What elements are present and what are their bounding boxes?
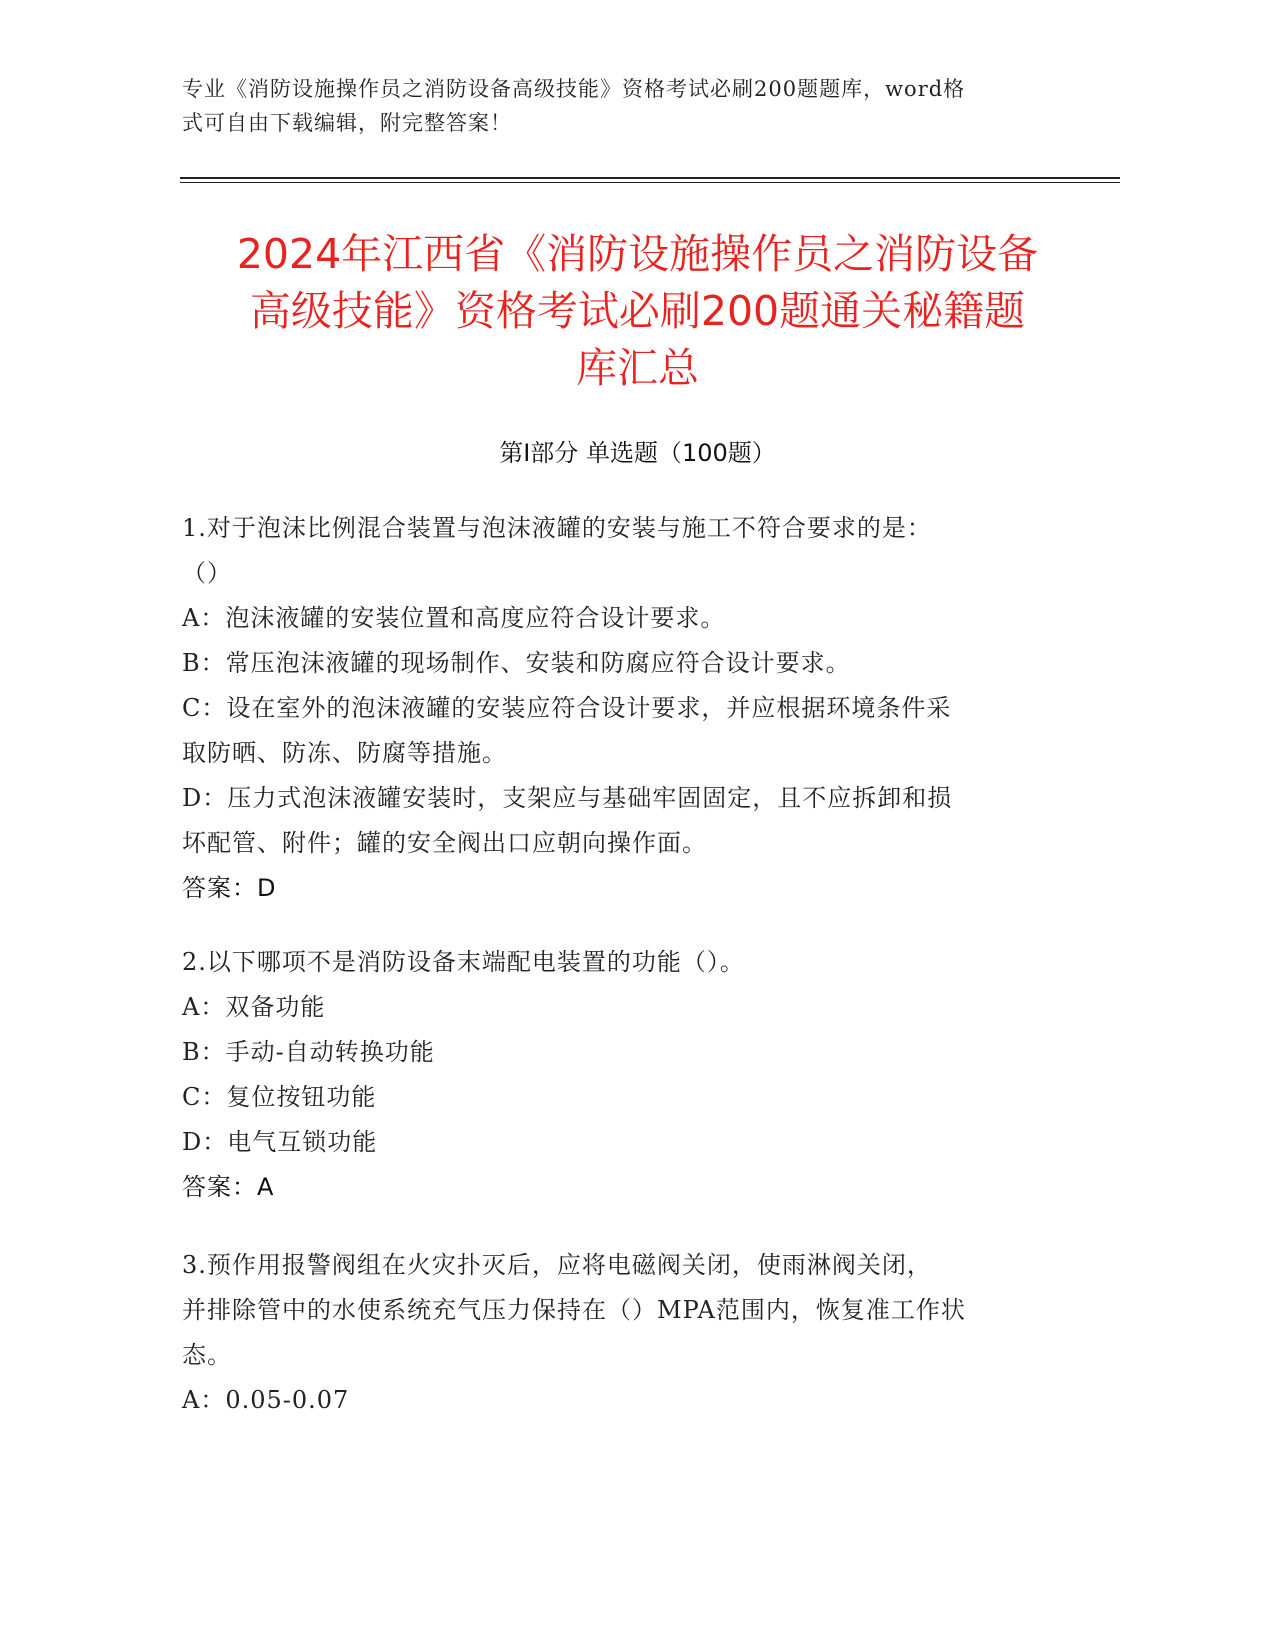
question-1-stem-line-1: 1.对于泡沫比例混合装置与泡沫液罐的安装与施工不符合要求的是： <box>182 514 932 542</box>
section-title: 第Ⅰ部分 单选题（100题） <box>499 439 776 467</box>
question-1-option-c-line-1: C：设在室外的泡沫液罐的安装应符合设计要求，并应根据环境条件采 <box>182 694 952 722</box>
title-line-1: 2024年江西省《消防设施操作员之消防设备 <box>236 230 1039 278</box>
question-3-stem-line-3: 态。 <box>182 1341 232 1369</box>
question-1-stem-line-2: （） <box>182 559 232 587</box>
header-divider-thick <box>180 177 1120 179</box>
header-divider-thin <box>180 182 1120 183</box>
question-1-option-b: B：常压泡沫液罐的现场制作、安装和防腐应符合设计要求。 <box>182 649 851 677</box>
question-2-option-c: C：复位按钮功能 <box>182 1083 377 1111</box>
question-2-option-b: B：手动-自动转换功能 <box>182 1038 435 1066</box>
question-1-option-c-line-2: 取防晒、防冻、防腐等措施。 <box>182 739 507 767</box>
question-3-stem-line-1: 3.预作用报警阀组在火灾扑灭后，应将电磁阀关闭，使雨淋阀关闭， <box>182 1251 932 1279</box>
question-2-option-d: D：电气互锁功能 <box>182 1128 378 1156</box>
question-3 <box>182 1243 1082 1423</box>
question-1-answer: 答案：D <box>182 874 277 902</box>
question-1-option-d-line-2: 坏配管、附件；罐的安全阀出口应朝向操作面。 <box>182 829 707 857</box>
question-1-option-a: A：泡沫液罐的安装位置和高度应符合设计要求。 <box>182 604 726 632</box>
question-2 <box>182 940 1082 1210</box>
question-3-option-a: A：0.05-0.07 <box>182 1386 350 1414</box>
question-1 <box>182 506 1082 911</box>
title-line-2: 高级技能》资格考试必刷200题通关秘籍题 <box>249 287 1026 335</box>
question-3-stem-line-2: 并排除管中的水使系统充气压力保持在（）MPA范围内，恢复准工作状 <box>182 1296 966 1324</box>
question-2-stem-line-1: 2.以下哪项不是消防设备末端配电装置的功能（）。 <box>182 948 745 976</box>
header-note-line-2: 式可自由下载编辑，附完整答案！ <box>182 111 512 135</box>
header-note-line-1: 专业《消防设施操作员之消防设备高级技能》资格考试必刷200题题库，word格 <box>182 77 966 101</box>
question-2-option-a: A：双备功能 <box>182 993 326 1021</box>
title-line-3: 库汇总 <box>576 344 699 392</box>
question-1-option-d-line-1: D：压力式泡沫液罐安装时，支架应与基础牢固固定，且不应拆卸和损 <box>182 784 953 812</box>
header-note <box>182 72 1062 140</box>
question-2-answer: 答案：A <box>182 1173 275 1201</box>
document-title <box>150 226 1125 397</box>
